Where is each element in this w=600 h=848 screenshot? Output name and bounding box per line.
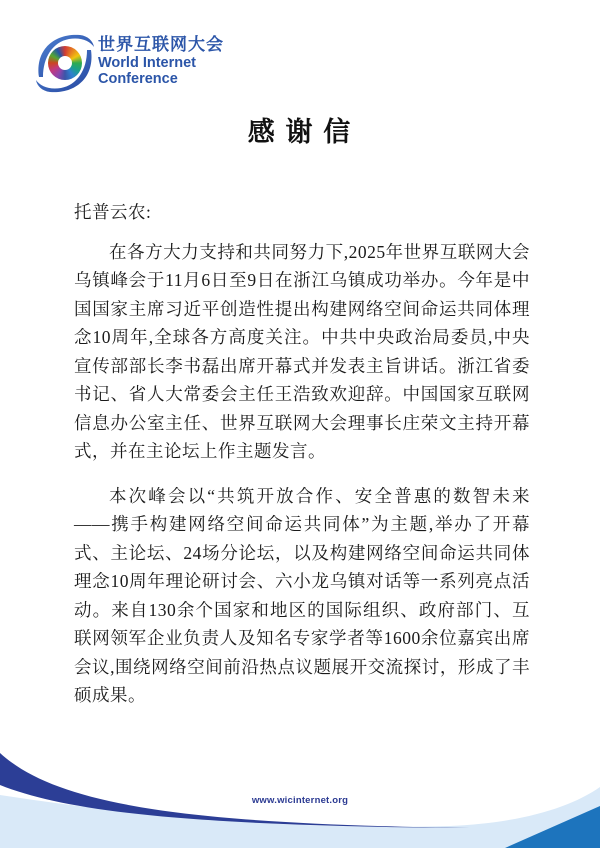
salutation: 托普云农: — [74, 202, 152, 222]
letter-title: 感 谢 信 — [247, 117, 353, 147]
footer — [0, 738, 600, 848]
paragraph-2: 本次峰会以“共筑开放合作、安全普惠的数智未来——携手构建网络空间命运共同体”为主题,举办了开幕式、主论坛、24场分论坛，以及构建网络空间命运共同体理念10周年理论研讨会、六小龙乌镇对话等一系列亮点活动。来自130余个国家和地区的国际组织、政府部门、互联网领军企业负责人及知名专家学者等1600余位嘉宾出席会议,围绕网络空间前沿热点议题展开交流探讨，形成了丰硕成果。 — [74, 485, 530, 705]
letter-body — [74, 198, 530, 726]
logo-name-en-1: World Internet — [98, 55, 197, 71]
logo-text — [98, 30, 224, 87]
logo-name-en-2: Conference — [98, 71, 178, 87]
paragraph-1: 在各方大力支持和共同努力下,2025年世界互联网大会乌镇峰会于11月6日至9日在浙江乌镇成功举办。今年是中国国家主席习近平创造性提出构建网络空间命运共同体理念10周年,全球各方高度关注。中共中央政治局委员,中央宣传部部长李书磊出席开幕式并发表主旨讲话。浙江省委书记、省人大常委会主任王浩致欢迎辞。中国国家互联网信息办公室主任、世界互联网大会理事长庄荣文主持开幕式，并在主论坛上作主题发言。 — [74, 241, 530, 461]
wic-logo — [34, 30, 224, 96]
logo-name-cn: 世界互联网大会 — [98, 35, 224, 54]
footer-wave-graphic — [0, 738, 600, 848]
wic-globe-logo-icon — [34, 30, 96, 96]
logo-color-ring-icon — [48, 46, 82, 80]
footer-website-url: www.wicinternet.org — [251, 795, 349, 806]
